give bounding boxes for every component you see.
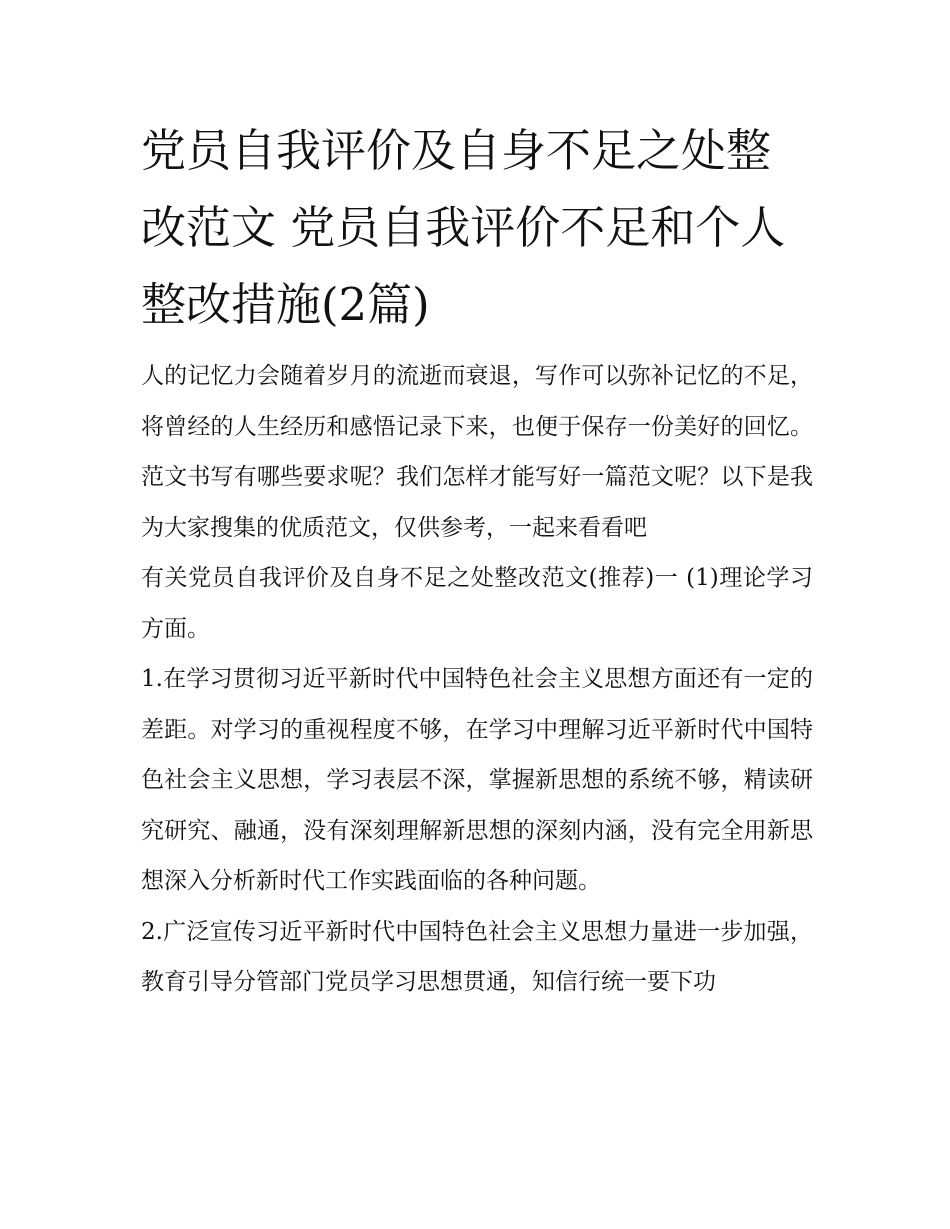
document-body <box>141 112 813 1008</box>
point-2-paragraph: 2.广泛宣传习近平新时代中国特色社会主义思想力量进一步加强，教育引导分管部门党员学习思想贯通，知信行统一要下功 <box>141 918 813 995</box>
section-heading-paragraph: 有关党员自我评价及自身不足之处整改范文(推荐)一 (1)理论学习方面。 <box>141 565 813 642</box>
point-1-paragraph: 1.在学习贯彻习近平新时代中国特色社会主义思想方面还有一定的差距。对学习的重视程度不够，在学习中理解习近平新时代中国特色社会主义思想，学习表层不深，掌握新思想的系统不够，精读研究研究、融通，没有深刻理解新思想的深刻内涵，没有完全用新思想深入分析新时代工作实践面临的各种问题。 <box>141 666 813 894</box>
intro-paragraph: 人的记忆力会随着岁月的流逝而衰退，写作可以弥补记忆的不足，将曾经的人生经历和感悟记录下来，也便于保存一份美好的回忆。范文书写有哪些要求呢？我们怎样才能写好一篇范文呢？以下是我为大家搜集的优质范文，仅供参考，一起来看看吧 <box>141 363 813 541</box>
document-title: 党员自我评价及自身不足之处整改范文 党员自我评价不足和个人整改措施(2篇) <box>141 124 786 331</box>
